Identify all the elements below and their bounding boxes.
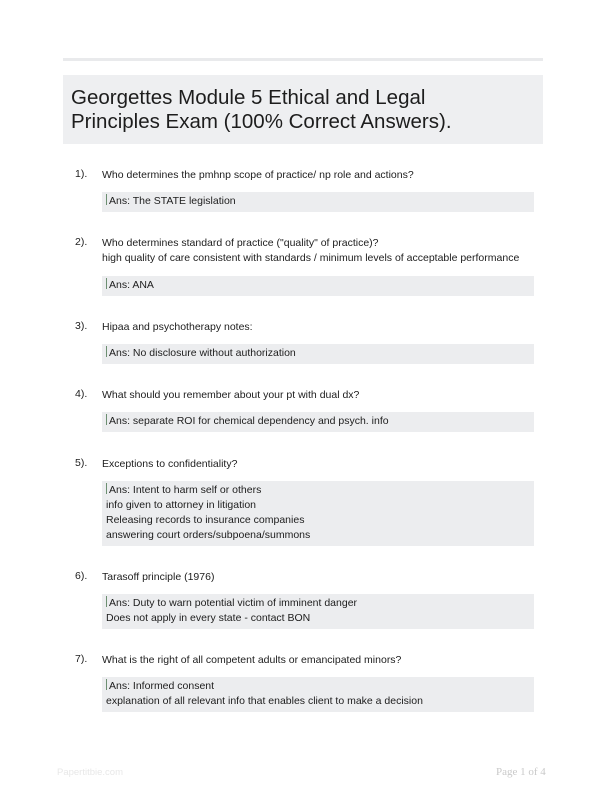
answer-box — [102, 412, 534, 432]
page-number: Page 1 of 4 — [496, 766, 546, 778]
question-line: What should you remember about your pt with dual dx? — [102, 389, 360, 401]
question-line: Who determines the pmhnp scope of practice/ np role and actions? — [102, 169, 414, 181]
top-divider — [63, 58, 543, 61]
answer-line: explanation of all relevant info that enables client to make a decision — [106, 695, 423, 707]
question-number: 6). — [75, 570, 88, 582]
answer-line: answering court orders/subpoena/summons — [106, 529, 311, 541]
question-number: 5). — [75, 457, 88, 469]
question-line: Tarasoff principle (1976) — [102, 571, 215, 583]
question-number: 1). — [75, 168, 88, 180]
question-text — [102, 320, 542, 335]
answer-line: Releasing records to insurance companies — [106, 514, 305, 526]
question-text — [102, 388, 542, 403]
answer-line: Ans: ANA — [106, 278, 530, 293]
answer-line: Ans: No disclosure without authorization — [106, 346, 530, 361]
question-line: Who determines standard of practice ("quality" of practice)? — [102, 237, 379, 249]
answer-line: Ans: Intent to harm self or others — [106, 483, 530, 498]
answer-box — [102, 594, 534, 629]
question-number: 7). — [75, 653, 88, 665]
answer-line: Ans: Informed consent — [106, 679, 530, 694]
footer-watermark: Papertitbie.com — [57, 767, 124, 778]
page-title-line: Georgettes Module 5 Ethical and Legal — [71, 86, 426, 109]
question-line: Exceptions to confidentiality? — [102, 458, 238, 470]
answer-line: info given to attorney in litigation — [106, 499, 257, 511]
answer-box — [102, 481, 534, 546]
question-number: 3). — [75, 320, 88, 332]
page-title — [71, 86, 535, 134]
question-line: Hipaa and psychotherapy notes: — [102, 321, 253, 333]
question-text — [102, 570, 542, 585]
answer-box — [102, 276, 534, 296]
question-number: 4). — [75, 388, 88, 400]
question-text — [102, 168, 542, 183]
answer-line: Does not apply in every state - contact BON — [106, 612, 311, 624]
answer-box — [102, 677, 534, 712]
question-text — [102, 653, 542, 668]
answer-line: Ans: separate ROI for chemical dependency and psych. info — [106, 414, 530, 429]
question-text — [102, 236, 542, 266]
question-text — [102, 457, 542, 472]
answer-line: Ans: Duty to warn potential victim of imminent danger — [106, 596, 530, 611]
answer-box — [102, 344, 534, 364]
page-title-line: Principles Exam (100% Correct Answers). — [71, 110, 452, 133]
question-line: What is the right of all competent adults or emancipated minors? — [102, 654, 402, 666]
answer-line: Ans: The STATE legislation — [106, 194, 530, 209]
question-line: high quality of care consistent with standards / minimum levels of acceptable performance — [102, 252, 520, 264]
title-banner — [63, 75, 543, 144]
question-number: 2). — [75, 236, 88, 248]
answer-box — [102, 192, 534, 212]
